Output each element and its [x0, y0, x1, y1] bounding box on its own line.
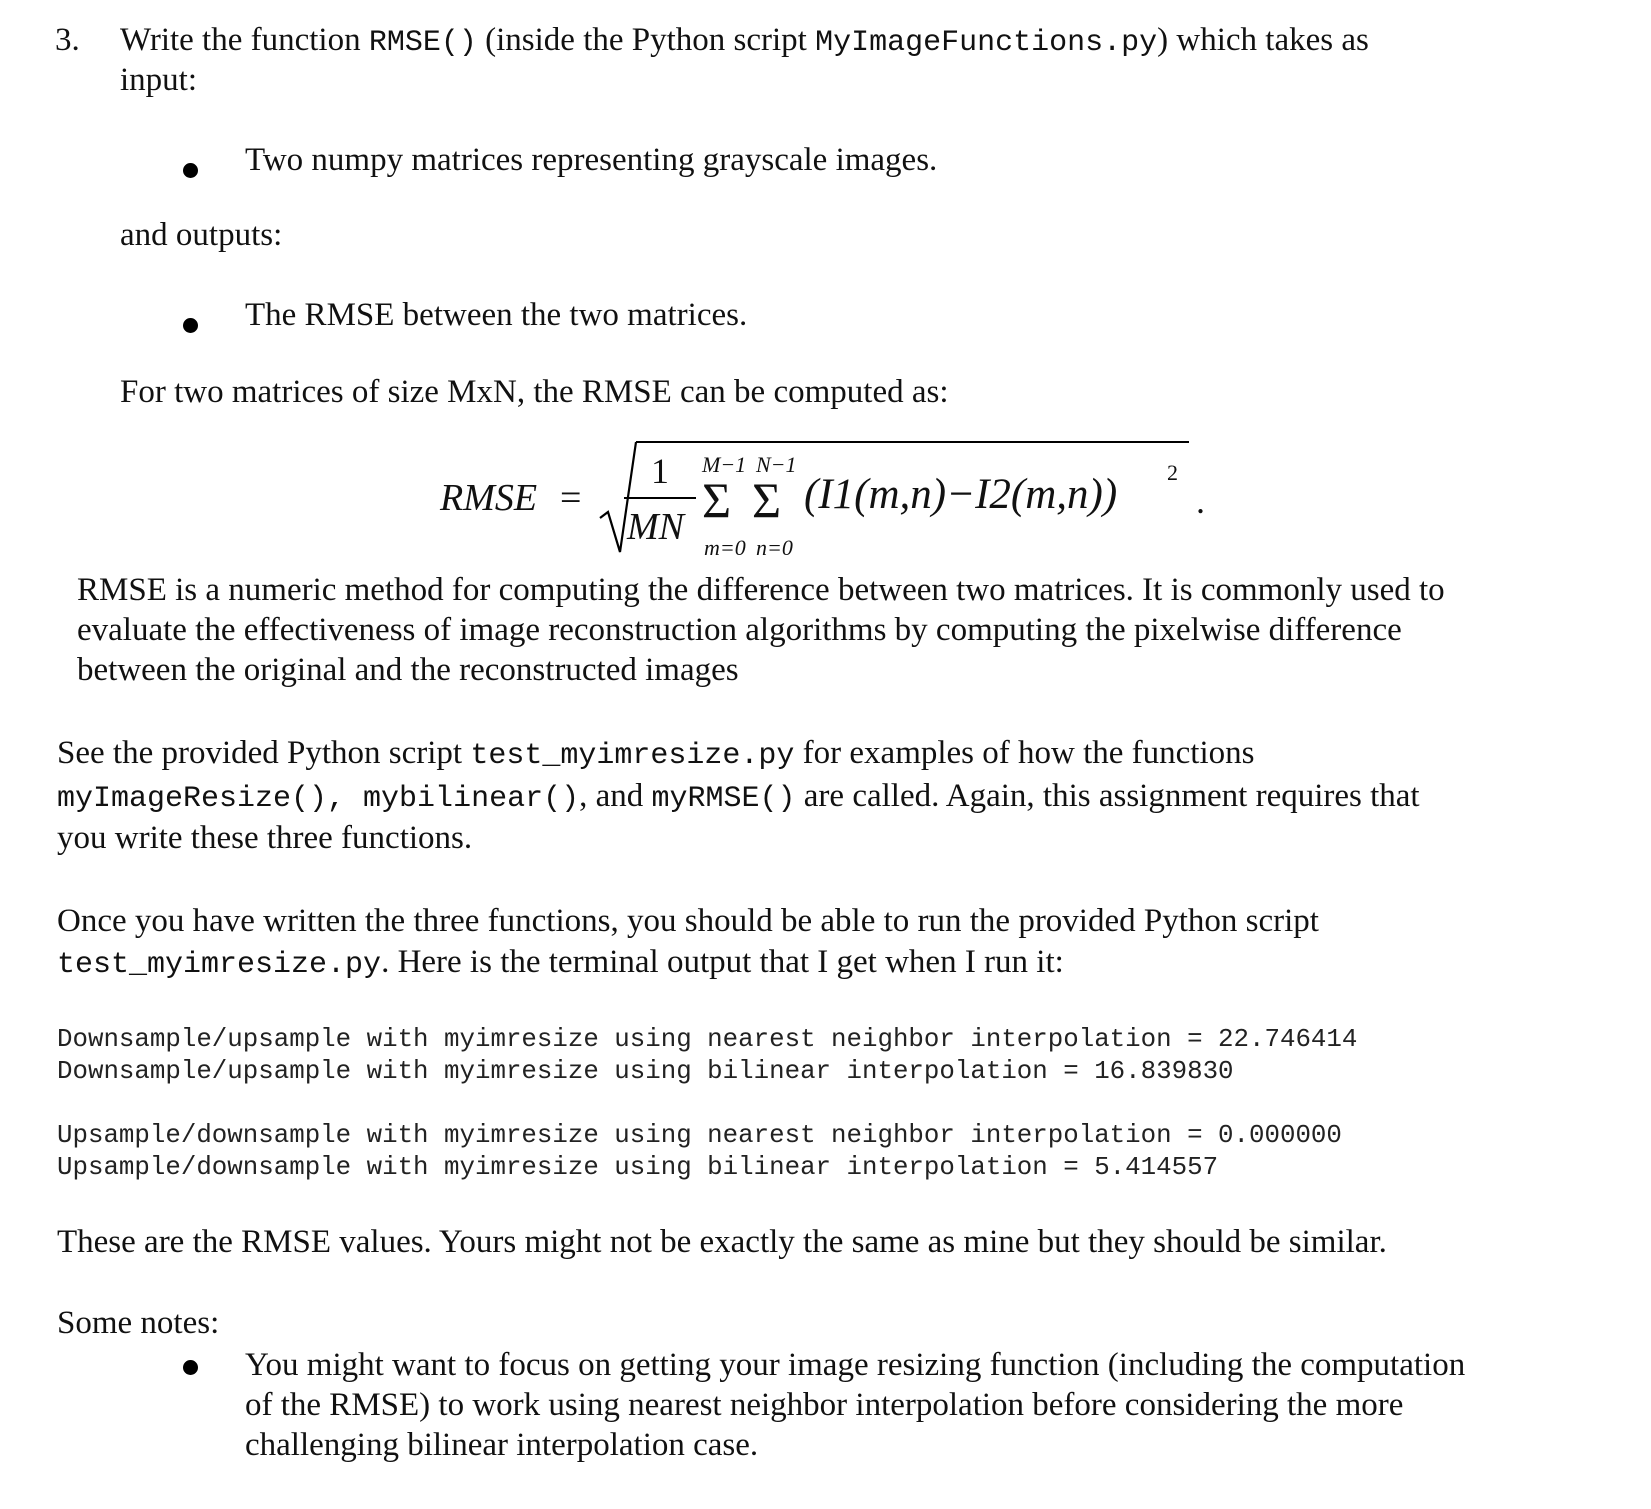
intro-text-2: (inside the Python script [476, 22, 816, 58]
rmse-values-note: These are the RMSE values. Yours might not be exactly the same as mine but they should be similar. [57, 1224, 1387, 1260]
see-text-4: are called. Again, this assignment requires that [795, 778, 1420, 814]
once-line-1: Once you have written the three functions, you should be able to run the provided Python script [57, 903, 1319, 939]
function-names: myImageResize(), mybilinear() [57, 782, 580, 816]
rmse-function-name: RMSE() [368, 26, 477, 60]
see-text-2: for examples of how the functions [794, 735, 1255, 771]
item-number: 3. [55, 22, 80, 58]
sum-upper-n: N−1 [756, 452, 797, 477]
once-text-2: . Here is the terminal output that I get when I run it: [381, 944, 1064, 980]
and-outputs-label: and outputs: [120, 217, 283, 253]
see-line-2 [57, 776, 1420, 819]
formula-exponent: 2 [1167, 460, 1178, 485]
formula-body: (I1(m,n)−I2(m,n)) [804, 471, 1118, 518]
sqrt-bar [636, 441, 1189, 443]
see-line-1 [57, 733, 1254, 776]
intro-text-3: ) which takes as [1157, 22, 1369, 58]
note-line-2: of the RMSE) to work using nearest neighbor interpolation before considering the more [245, 1387, 1404, 1423]
fraction-bar [624, 497, 696, 499]
script-name: MyImageFunctions.py [815, 26, 1158, 60]
intro-line-1 [120, 20, 1369, 63]
intro-line-2: input: [120, 62, 198, 98]
terminal-line-4: Upsample/downsample with myimresize using bilinear interpolation = 5.414557 [57, 1153, 1219, 1182]
rmse-desc-line-1: RMSE is a numeric method for computing the difference between two matrices. It is commonly used to [77, 572, 1445, 608]
sum-lower-n: n=0 [756, 535, 793, 560]
rmse-desc-line-2: evaluate the effectiveness of image reconstruction algorithms by computing the pixelwise difference [77, 612, 1402, 648]
formula-equals: = [560, 477, 582, 519]
see-line-3: you write these three functions. [57, 820, 473, 856]
bullet-icon [183, 163, 198, 178]
formula-lhs: RMSE [440, 477, 538, 519]
bullet-icon [183, 1360, 198, 1375]
once-line-2 [57, 942, 1064, 985]
sigma-n-icon: Σ [752, 472, 782, 528]
bullet-icon [183, 318, 198, 333]
output-bullet-text: The RMSE between the two matrices. [245, 297, 748, 333]
note-line-3: challenging bilinear interpolation case. [245, 1427, 759, 1463]
myrmse-function-name: myRMSE() [651, 782, 796, 816]
formula-period: . [1196, 481, 1205, 521]
sigma-m-icon: Σ [702, 472, 732, 528]
terminal-line-1: Downsample/upsample with myimresize using nearest neighbor interpolation = 22.746414 [57, 1025, 1358, 1054]
formula-intro: For two matrices of size MxN, the RMSE can be computed as: [120, 374, 949, 410]
terminal-line-3: Upsample/downsample with myimresize using nearest neighbor interpolation = 0.000000 [57, 1121, 1342, 1150]
sum-upper-m: M−1 [702, 452, 747, 477]
test-script-name: test_myimresize.py [57, 948, 382, 982]
intro-text-1: Write the function [120, 22, 369, 58]
rmse-desc-line-3: between the original and the reconstructed images [77, 652, 739, 688]
fraction-denominator: MN [627, 506, 684, 548]
sum-lower-m: m=0 [704, 535, 746, 560]
input-bullet-text: Two numpy matrices representing grayscale images. [245, 142, 938, 178]
test-script-name: test_myimresize.py [470, 739, 795, 773]
terminal-line-2: Downsample/upsample with myimresize using bilinear interpolation = 16.839830 [57, 1057, 1234, 1086]
see-text-1: See the provided Python script [57, 735, 471, 771]
fraction-numerator: 1 [651, 451, 669, 491]
note-line-1: You might want to focus on getting your image resizing function (including the computation [245, 1347, 1466, 1383]
some-notes-label: Some notes: [57, 1305, 220, 1341]
see-text-3: , and [579, 778, 652, 814]
